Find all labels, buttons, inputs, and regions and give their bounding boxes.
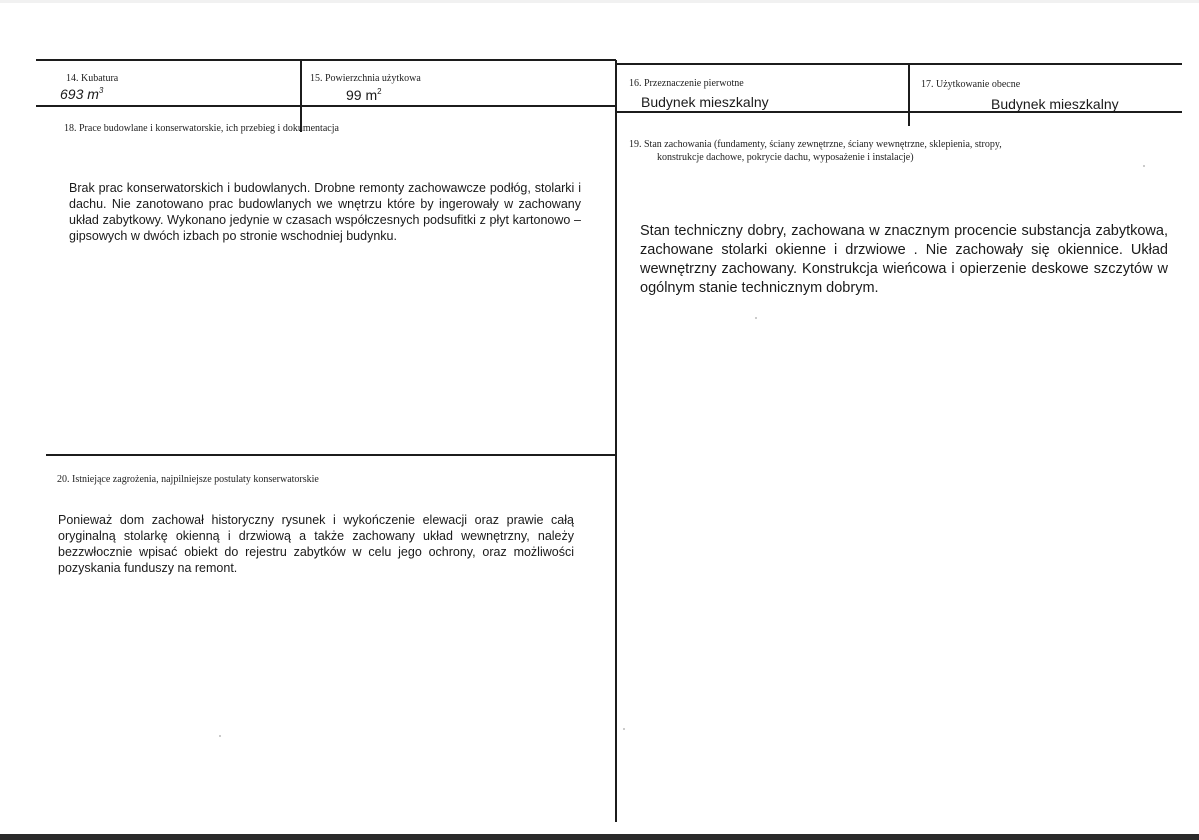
right-top-rule (617, 63, 1182, 65)
section-20-text: Ponieważ dom zachował historyczny rysunek i wykończenie elewacji oraz prawie całą oryginalną stolarkę okienną i drzwiową a także zachowany układ wewnętrzny, należy bezzwłocznie wpisać obiekt do rejestru zabytków w celu jego ochrony, oraz możliwości pozyskania funduszy na remont. (58, 513, 574, 575)
scan-speck (219, 735, 221, 737)
field-14-unit-sup: 3 (98, 86, 104, 95)
field-14-value (60, 86, 103, 102)
field-17-label: 17. Użytkowanie obecne (921, 79, 1021, 90)
field-14-label: 14. Kubatura (66, 73, 119, 84)
scan-bottom-edge (0, 834, 1199, 840)
divider-18-20 (46, 454, 616, 456)
section-18-label: 18. Prace budowlane i konserwatorskie, ich przebieg i dokumentacja (64, 123, 339, 134)
field-16-label: 16. Przeznaczenie pierwotne (629, 78, 744, 89)
field-15-unit-sup: 2 (377, 87, 382, 96)
left-header-underline (36, 105, 616, 107)
scan-speck (1143, 165, 1145, 167)
field-15-label: 15. Powierzchnia użytkowa (310, 73, 421, 84)
field-16-value: Budynek mieszkalny (641, 94, 769, 110)
field-15-value (346, 87, 382, 103)
left-top-rule (36, 59, 616, 61)
column-divider (615, 60, 617, 822)
field-17-value: Budynek mieszkalny (991, 96, 1119, 112)
scan-speck (755, 317, 757, 319)
divider-14-15 (300, 60, 302, 132)
scan-speck (623, 728, 625, 730)
section-18-text: Brak prac konserwatorskich i budowlanych. Drobne remonty zachowawcze podłóg, stolarki i dachu. Nie zanotowano prac budowlanych we wnętrzu które by ingerowały w zachowany układ zabytkowy. Wykonano jedynie w czasach współczesnych podsufitki z płyt kartonowo – gipsowych w dwóch izbach po stronie wschodniej budynku. (69, 181, 581, 243)
section-19-label-line1: 19. Stan zachowania (fundamenty, ściany zewnętrzne, ściany wewnętrzne, sklepienia, stropy, (629, 139, 1002, 150)
divider-16-17 (908, 64, 910, 126)
section-20-label: 20. Istniejące zagrożenia, najpilniejsze postulaty konserwatorskie (57, 474, 319, 485)
section-19-text: Stan techniczny dobry, zachowana w znacznym procencie substancja zabytkowa, zachowane stolarki okienne i drzwiowe . Nie zachowały się okiennice. Układ wewnętrzny zachowany. Konstrukcja wieńcowa i opierzenie deskowe szczytów w ogólnym stanie technicznym dobrym. (640, 223, 1168, 296)
field-14-number: 693 m (60, 86, 99, 102)
scan-top-edge (0, 0, 1199, 3)
section-19-label-line2: konstrukcje dachowe, pokrycie dachu, wyposażenie i instalacje) (657, 152, 914, 163)
field-15-number: 99 m (346, 87, 378, 103)
